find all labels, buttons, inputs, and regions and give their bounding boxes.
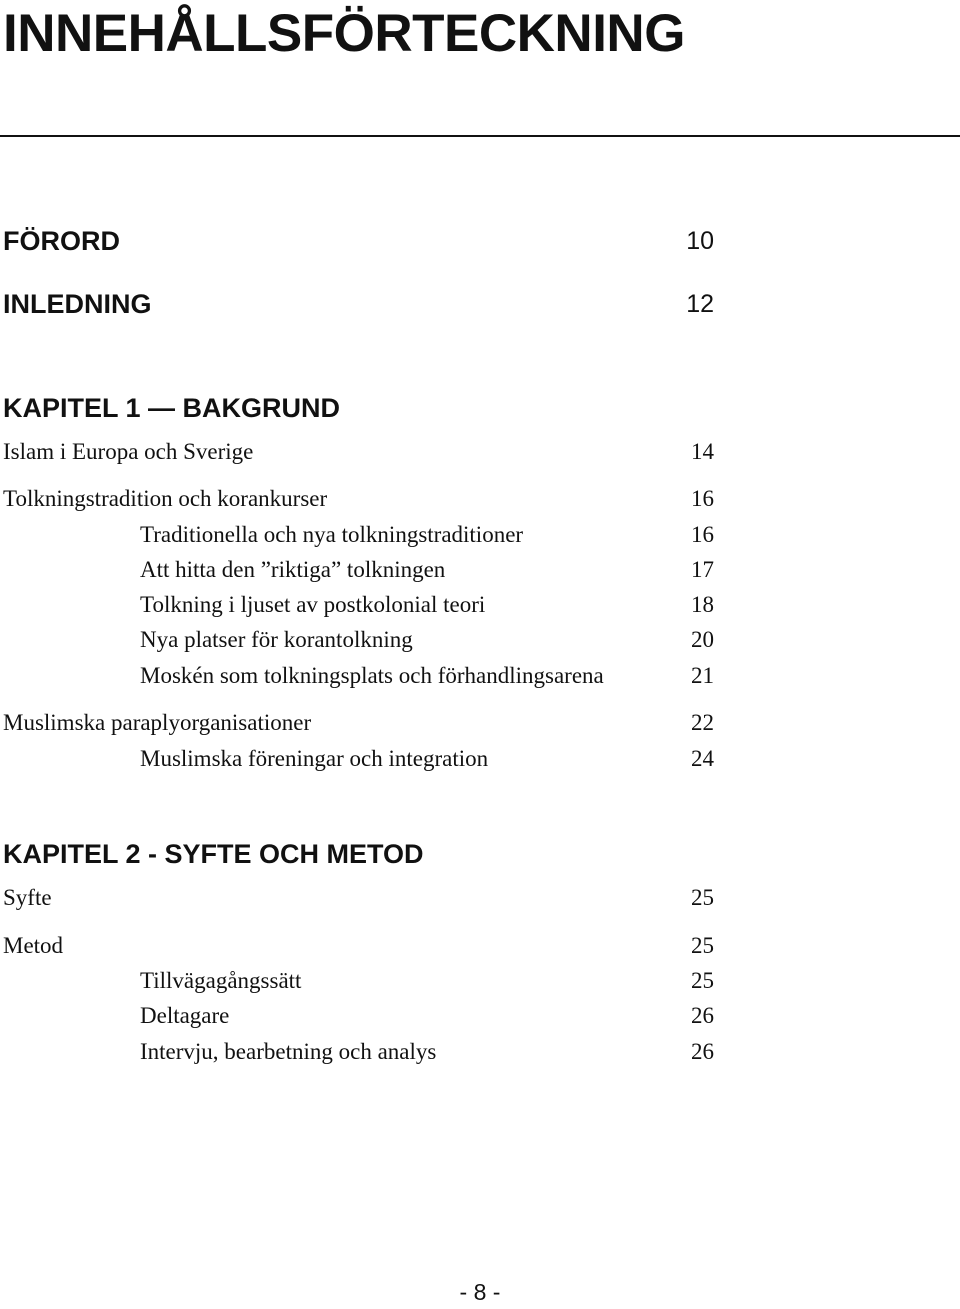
toc-entry-page: 17 bbox=[691, 557, 714, 582]
toc-entry-label: FÖRORD bbox=[3, 226, 120, 256]
toc-entry[interactable] bbox=[0, 929, 720, 963]
chapter-1-heading[interactable] bbox=[0, 391, 720, 425]
toc-entry-label: Islam i Europa och Sverige bbox=[3, 439, 254, 464]
toc-entry-label: Tillvägagångssätt bbox=[140, 968, 302, 993]
toc-entry-page: 26 bbox=[691, 1039, 714, 1064]
toc-entry-page: 16 bbox=[691, 486, 714, 511]
chapter-heading-label: KAPITEL 1 — BAKGRUND bbox=[3, 393, 341, 423]
toc-entry[interactable] bbox=[0, 482, 720, 516]
toc-entry-label: Traditionella och nya tolkningstraditioner bbox=[140, 522, 524, 547]
toc-subentry[interactable] bbox=[0, 623, 720, 657]
toc-entry-label: Tolkning i ljuset av postkolonial teori bbox=[140, 592, 486, 617]
toc-entry-label: Nya platser för korantolkning bbox=[140, 627, 413, 652]
toc-entry-label: Metod bbox=[3, 933, 64, 958]
toc-entry-page: 22 bbox=[691, 710, 714, 735]
toc-entry-page: 25 bbox=[691, 885, 714, 910]
toc-entry[interactable] bbox=[0, 881, 720, 915]
page-title: INNEHÅLLSFÖRTECKNING bbox=[3, 4, 685, 63]
toc-entry-page: 18 bbox=[691, 592, 714, 617]
toc-entry-page: 16 bbox=[691, 522, 714, 547]
page-number: - 8 - bbox=[459, 1279, 501, 1305]
toc-entry-label: Moskén som tolkningsplats och förhandlingsarena bbox=[140, 663, 604, 688]
toc-entry-label: Att hitta den ”riktiga” tolkningen bbox=[140, 557, 446, 582]
toc-entry-page: 12 bbox=[686, 290, 714, 318]
toc-entry-page: 26 bbox=[691, 1003, 714, 1028]
title-divider bbox=[0, 135, 960, 137]
toc-entry-label: INLEDNING bbox=[3, 289, 152, 319]
toc-entry-page: 21 bbox=[691, 663, 714, 688]
toc-subentry[interactable] bbox=[0, 553, 720, 587]
toc-entry-label: Deltagare bbox=[140, 1003, 230, 1028]
toc-entry-label: Intervju, bearbetning och analys bbox=[140, 1039, 437, 1064]
toc-entry-page: 10 bbox=[686, 227, 714, 255]
toc-subentry[interactable] bbox=[0, 659, 720, 693]
toc-entry-page: 25 bbox=[691, 968, 714, 993]
toc-entry-label: Syfte bbox=[3, 885, 52, 910]
toc-entry-label: Muslimska föreningar och integration bbox=[140, 746, 489, 771]
toc-entry-page: 25 bbox=[691, 933, 714, 958]
toc-entry-page: 14 bbox=[691, 439, 714, 464]
toc-subentry[interactable] bbox=[0, 588, 720, 622]
toc-subentry[interactable] bbox=[0, 742, 720, 776]
toc-entry[interactable] bbox=[0, 435, 720, 469]
chapter-2-heading[interactable] bbox=[0, 837, 720, 871]
toc-entry-inledning[interactable] bbox=[0, 287, 720, 321]
toc-subentry[interactable] bbox=[0, 999, 720, 1033]
toc-entry-forord[interactable] bbox=[0, 224, 720, 258]
toc-entry-page: 24 bbox=[691, 746, 714, 771]
toc-subentry[interactable] bbox=[0, 1035, 720, 1069]
toc-entry-label: Muslimska paraplyorganisationer bbox=[3, 710, 312, 735]
toc-entry[interactable] bbox=[0, 706, 720, 740]
toc-subentry[interactable] bbox=[0, 964, 720, 998]
toc-entry-page: 20 bbox=[691, 627, 714, 652]
chapter-heading-label: KAPITEL 2 - SYFTE OCH METOD bbox=[3, 839, 424, 869]
toc-entry-label: Tolkningstradition och korankurser bbox=[3, 486, 328, 511]
toc-subentry[interactable] bbox=[0, 518, 720, 552]
